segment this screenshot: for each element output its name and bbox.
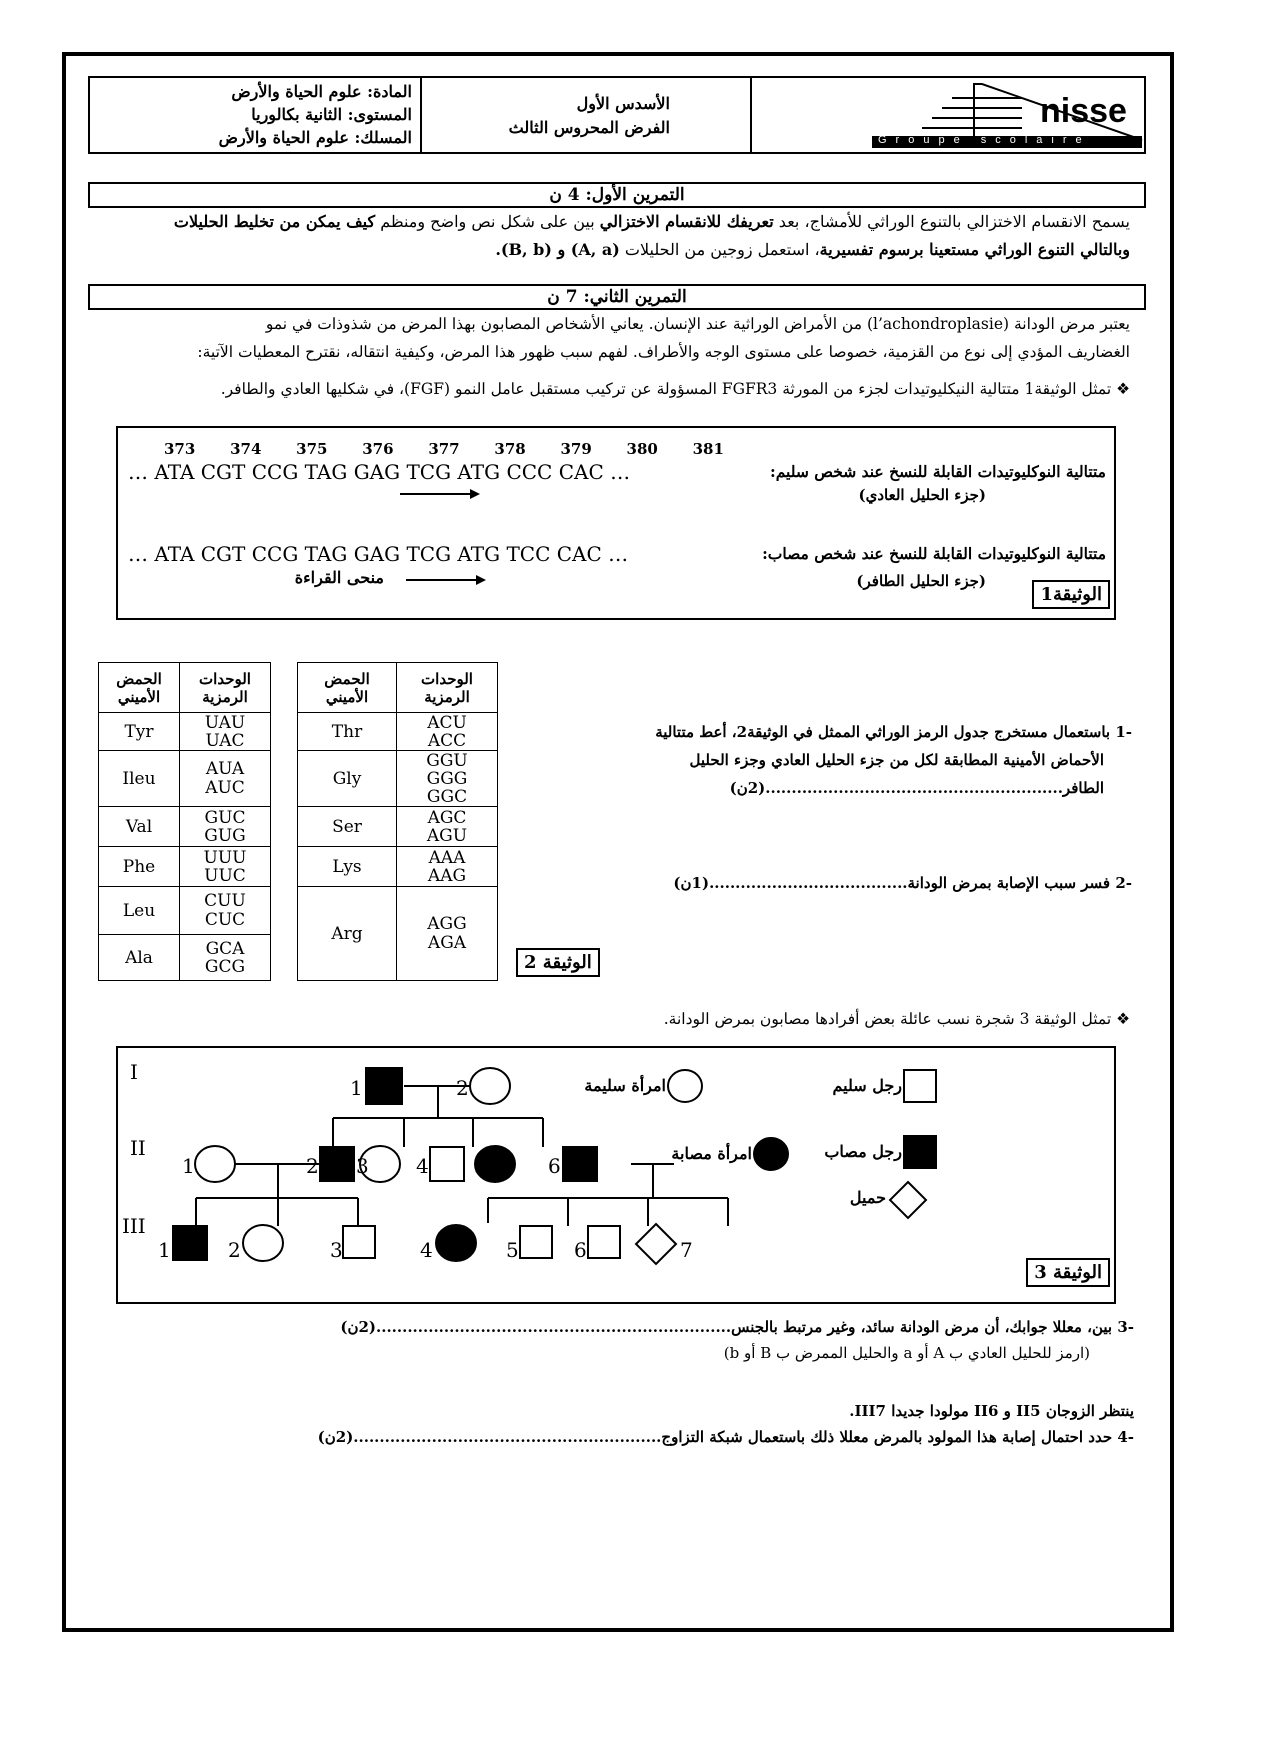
codon: UAU [204, 712, 246, 733]
aa-tyr: Tyr [99, 713, 180, 751]
codon: AUC [205, 777, 245, 798]
num-II1: 1 [182, 1154, 195, 1178]
ex1-l1d: كيف يمكن من تخليط الحليلات [173, 212, 376, 231]
mutant-sublabel: (جزء الحليل الطافر) [856, 572, 986, 590]
codon: AUA [205, 758, 245, 779]
aa-leu: Leu [99, 887, 180, 935]
pedigree-III4 [436, 1225, 476, 1261]
normal-sequence: … ATA CGT CCG TAG GAG TCG ATG CCC CAC … [128, 460, 631, 484]
document-2-label: الوثيقة 2 [516, 948, 600, 977]
logo-text: nisse [1040, 92, 1127, 130]
nucleotide-positions [164, 440, 724, 458]
legend-sick-woman-icon [754, 1138, 788, 1170]
header-logo-cell [750, 78, 1144, 152]
ex1-l1c: بين على شكل نص واضح ومنظم [375, 212, 600, 231]
aa-arg: Arg [298, 887, 397, 981]
track-text: المسلك: علوم الحياة والأرض [218, 128, 412, 147]
generation-II: II [130, 1136, 146, 1160]
num-III7: 7 [680, 1238, 693, 1262]
codon: ACU [427, 712, 467, 733]
position-375: 375 [296, 440, 328, 458]
mutant-sequence: … ATA CGT CCG TAG GAG TCG ATG TCC CAC … [128, 542, 629, 566]
pedigree-II6 [563, 1147, 597, 1181]
num-II3: 3 [356, 1154, 369, 1178]
subject-text: المادة: علوم الحياة والأرض [231, 82, 412, 101]
question-4: -4 حدد احتمال إصابة هذا المولود بالمرض معللا ذلك باستعمال شبكة التزاوج...........................................................(2ن) [317, 1428, 1134, 1446]
pedigree-I2 [470, 1068, 510, 1104]
num-III1: 1 [158, 1238, 171, 1262]
position-380: 380 [626, 440, 658, 458]
reading-arrow-icon [406, 574, 486, 586]
aa-ser: Ser [298, 807, 397, 847]
q1-line-a: -1 باستعمال مستخرج جدول الرمز الوراثي الممثل في الوثيقة2، أعط متتالية [655, 723, 1132, 741]
ex1-l1b: تعريفك للانقسام الاختزالي [599, 212, 774, 231]
question-3: -3 بين، معللا جوابك، أن مرض الودانة سائد، وغير مرتبط بالجنس....................................................................(2ن) [340, 1318, 1134, 1336]
ex2-intro-2: الغضاريف المؤدي إلى نوع من القزمية، خصوصا على مستوى الوجه والأطراف. لفهم سبب ظهور هذا المرض، وكيفية انتقاله، نقترح المعطيات الآتية: [197, 343, 1130, 361]
num-III6: 6 [574, 1238, 587, 1262]
question-3-note: (ارمز للحليل العادي ب A أو a والحليل الممرض ب B أو b) [723, 1344, 1090, 1362]
codon: GGC [426, 786, 468, 807]
document-3-label: الوثيقة 3 [1026, 1258, 1110, 1287]
num-II2: 2 [306, 1154, 319, 1178]
aa-phe: Phe [99, 847, 180, 887]
pedigree-III3 [343, 1226, 375, 1258]
codon: AGC [427, 807, 467, 828]
legend-unknown: حميل [849, 1188, 886, 1207]
right-codon-header: الوحدات الرمزية [397, 663, 498, 713]
codon: UUC [204, 865, 246, 886]
codon: CUC [204, 909, 246, 930]
doc1-intro: ❖ تمثل الوثيقة1 متتالية النيكليوتيدات لجزء من المورثة FGFR3 المسؤولة عن تركيب مستقبل عامل النمو (FGF)، في شكليها العادي والطافر. [220, 380, 1130, 398]
aa-val: Val [99, 807, 180, 847]
num-I1: 1 [350, 1076, 363, 1100]
position-376: 376 [362, 440, 394, 458]
legend-healthy-man-icon [904, 1070, 936, 1102]
position-379: 379 [560, 440, 592, 458]
aa-thr: Thr [298, 713, 397, 751]
codon: UUU [203, 847, 247, 868]
exam-text: الفرض المحروس الثالث [508, 118, 670, 137]
legend-healthy-woman-icon [668, 1070, 702, 1102]
q1-line-c: الطافر.........................................................(2ن) [729, 779, 1104, 797]
ex1-l2b: ، استعمل زوجين من الحليلات [619, 240, 820, 259]
doc3-intro: ❖ تمثل الوثيقة 3 شجرة نسب عائلة بعض أفرادها مصابون بمرض الودانة. [663, 1010, 1130, 1028]
pedigree-I1 [366, 1068, 402, 1104]
position-381: 381 [692, 440, 724, 458]
codon: AAA [428, 847, 466, 868]
normal-label: متتالية النوكليوتيدات القابلة للنسخ عند شخص سليم: [770, 462, 1106, 481]
pedigree-III6 [588, 1226, 620, 1258]
normal-sublabel: (جزء الحليل العادي) [858, 486, 986, 504]
codon: GCG [204, 956, 246, 977]
pedigree-III5 [520, 1226, 552, 1258]
document-1-label: الوثيقة1 [1032, 580, 1110, 609]
num-III5: 5 [506, 1238, 519, 1262]
codon: GGG [426, 768, 468, 789]
aa-gly: Gly [298, 751, 397, 807]
aa-ileu: Ileu [99, 751, 180, 807]
codon: ACC [427, 730, 467, 751]
num-II5: 5 [474, 1154, 487, 1178]
position-377: 377 [428, 440, 460, 458]
left-aa-header: الحمض الأميني [99, 663, 180, 713]
position-373: 373 [164, 440, 196, 458]
level-text: المستوى: الثانية بكالوريا [251, 105, 412, 124]
logo-subtext: Groupe scolaire [878, 134, 1091, 146]
semester-text: الأسدس الأول [576, 94, 670, 113]
codon: GUC [204, 807, 246, 828]
codon: UAC [205, 730, 245, 751]
exercise1-text [112, 208, 1130, 264]
num-III4: 4 [420, 1238, 433, 1262]
codon: GUG [204, 825, 246, 846]
pedigree-III1 [173, 1226, 207, 1260]
num-III3: 3 [330, 1238, 343, 1262]
pedigree-II4 [430, 1147, 464, 1181]
position-374: 374 [230, 440, 262, 458]
position-378: 378 [494, 440, 526, 458]
ex2-intro-1: يعتبر مرض الودانة (l’achondroplasie) من الأمراض الوراثية عند الإنسان. يعاني الأشخاص المصابون بهذا المرض من شذوذات في نمو [265, 315, 1130, 333]
header-exam-cell [420, 78, 750, 152]
generation-I: I [130, 1060, 138, 1084]
question-1 [560, 718, 1132, 802]
legend-unknown-icon [890, 1182, 926, 1218]
codon: CUU [204, 890, 246, 911]
legend-sick-man: رجل مصاب [824, 1142, 902, 1161]
num-II6: 6 [548, 1154, 561, 1178]
num-III2: 2 [228, 1238, 241, 1262]
q1-line-b: الأحماض الأمينية المطابقة لكل من جزء الحليل العادي وجزء الحليل [689, 751, 1104, 769]
document-1 [116, 426, 1116, 620]
legend-sick-man-icon [904, 1136, 936, 1168]
arrow-icon [400, 488, 480, 500]
question-4-intro: ينتظر الزوجان II5 و II6 مولودا جديدا III7. [849, 1402, 1134, 1420]
aa-lys: Lys [298, 847, 397, 887]
header-subject-cell [90, 78, 420, 152]
exercise2-title: التمرين الثاني: 7 ن [88, 284, 1146, 310]
document-3 [116, 1046, 1116, 1304]
codon: AGG [427, 913, 467, 934]
codon-table [98, 662, 498, 981]
document-2 [98, 662, 498, 981]
left-codon-header: الوحدات الرمزية [180, 663, 271, 713]
right-aa-header: الحمض الأميني [298, 663, 397, 713]
codon: GGU [426, 750, 468, 771]
exercise2-intro [96, 310, 1130, 366]
codon: AGA [427, 932, 467, 953]
pedigree-III2 [243, 1225, 283, 1261]
codon: AGU [426, 825, 468, 846]
ex1-l2a: وبالتالي التنوع الوراثي مستعينا برسوم تفسيرية [819, 240, 1130, 259]
ex1-l1a: يسمح الانقسام الاختزالي بالتنوع الوراثي للأمشاج، بعد [773, 212, 1130, 231]
codon: GCA [205, 938, 245, 959]
question-2: -2 فسر سبب الإصابة بمرض الودانة......................................(1ن) [673, 874, 1132, 892]
legend-healthy-man: رجل سليم [832, 1076, 902, 1095]
generation-III: III [122, 1214, 146, 1238]
legend-sick-woman: امرأة مصابة [671, 1144, 752, 1163]
num-II4: 4 [416, 1154, 429, 1178]
legend-healthy-woman: امرأة سليمة [584, 1076, 666, 1095]
pedigree-II1 [195, 1146, 235, 1182]
reading-direction: منحى القراءة [294, 568, 384, 587]
codon: AAG [427, 865, 467, 886]
exercise1-title: التمرين الأول: 4 ن [88, 182, 1146, 208]
ex1-l2c: (A, a) و (B, b). [495, 240, 620, 259]
pedigree-III7 [636, 1224, 676, 1264]
mutant-label: متتالية النوكليوتيدات القابلة للنسخ عند شخص مصاب: [762, 544, 1106, 563]
header-box [88, 76, 1146, 154]
pedigree-II2 [320, 1147, 354, 1181]
num-I2: 2 [456, 1076, 469, 1100]
aa-ala: Ala [99, 935, 180, 981]
